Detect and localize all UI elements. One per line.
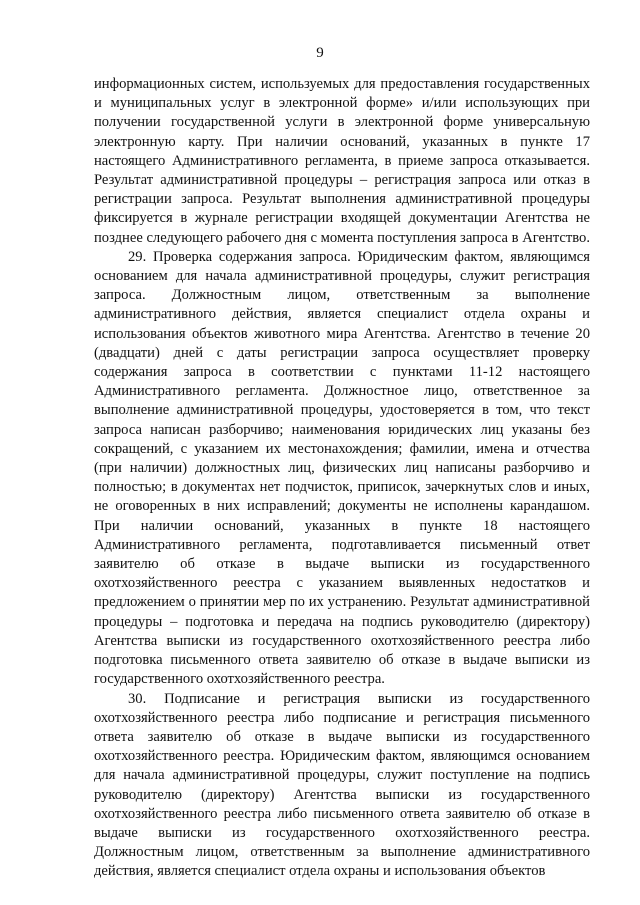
page-number: 9 (316, 45, 324, 61)
paragraph-30: 30. Подписание и регистрация выписки из государственного охотхозяйственного реестра либо подписание и регистрация письменного ответа заявителю об отказе в выдаче выписки из государственного охотхозяйственного реестра. Юридическим фактом, являющимся основанием для начала административной процедуры, служит поступление на подпись руководителю (директору) Агентства выписки из государственного охотхозяйственного реестра либо письменного ответа заявителю об отказе в выдаче выписки из государственного охотхозяйственного реестра. Должностным лицом, ответственным за выполнение административного действия, является специалист отдела охраны и использования объектов (94, 690, 590, 880)
paragraph-29: 29. Проверка содержания запроса. Юридическим фактом, являющимся основанием для начала административной процедуры, служит регистрация запроса. Должностным лицом, ответственным за выполнение административного действия, является специалист отдела охраны и использования объектов животного мира Агентства. Агентство в течение 20 (двадцати) дней с даты регистрации запроса осуществляет проверку содержания запроса в соответствии с пунктами 11-12 настоящего Административного регламента. Должностное лицо, ответственное за выполнение административной процедуры, удостоверяется в том, что текст запроса написан разборчиво; наименования юридических лиц указаны без сокращений, с указанием их местонахождения; фамилии, имена и отчества (при наличии) должностных лиц, физических лиц написаны разборчиво и полностью; в документах нет подчисток, приписок, зачеркнутых слов и иных, не оговоренных в них исправлений; документы не исполнены карандашом. При наличии оснований, указанных в пункте 18 настоящего Административного регламента, подготавливается письменный ответ заявителю об отказе в выдаче выписки из государственного охотхозяйственного реестра с указанием выявленных недостатков и предложением о принятии мер по их устранению. Результат административной процедуры – подготовка и передача на подпись руководителю (директору) Агентства выписки из государственного охотхозяйственного реестра либо подготовка письменного ответа заявителю об отказе в выдаче выписки из государственного охотхозяйственного реестра. (94, 248, 590, 688)
document-body (94, 75, 590, 882)
paragraph-continuation: информационных систем, используемых для предоставления государственных и муниципальных услуг в электронной форме» и/или использующих при получении государственной услуги в электронной форме универсальную электронную карту. При наличии оснований, указанных в пункте 17 настоящего Административного регламента, в приеме запроса отказывается. Результат административной процедуры – регистрация запроса или отказ в регистрации запроса. Результат выполнения административной процедуры фиксируется в журнале регистрации входящей документации Агентства не позднее следующего рабочего дня с момента поступления запроса в Агентство. (94, 76, 590, 246)
